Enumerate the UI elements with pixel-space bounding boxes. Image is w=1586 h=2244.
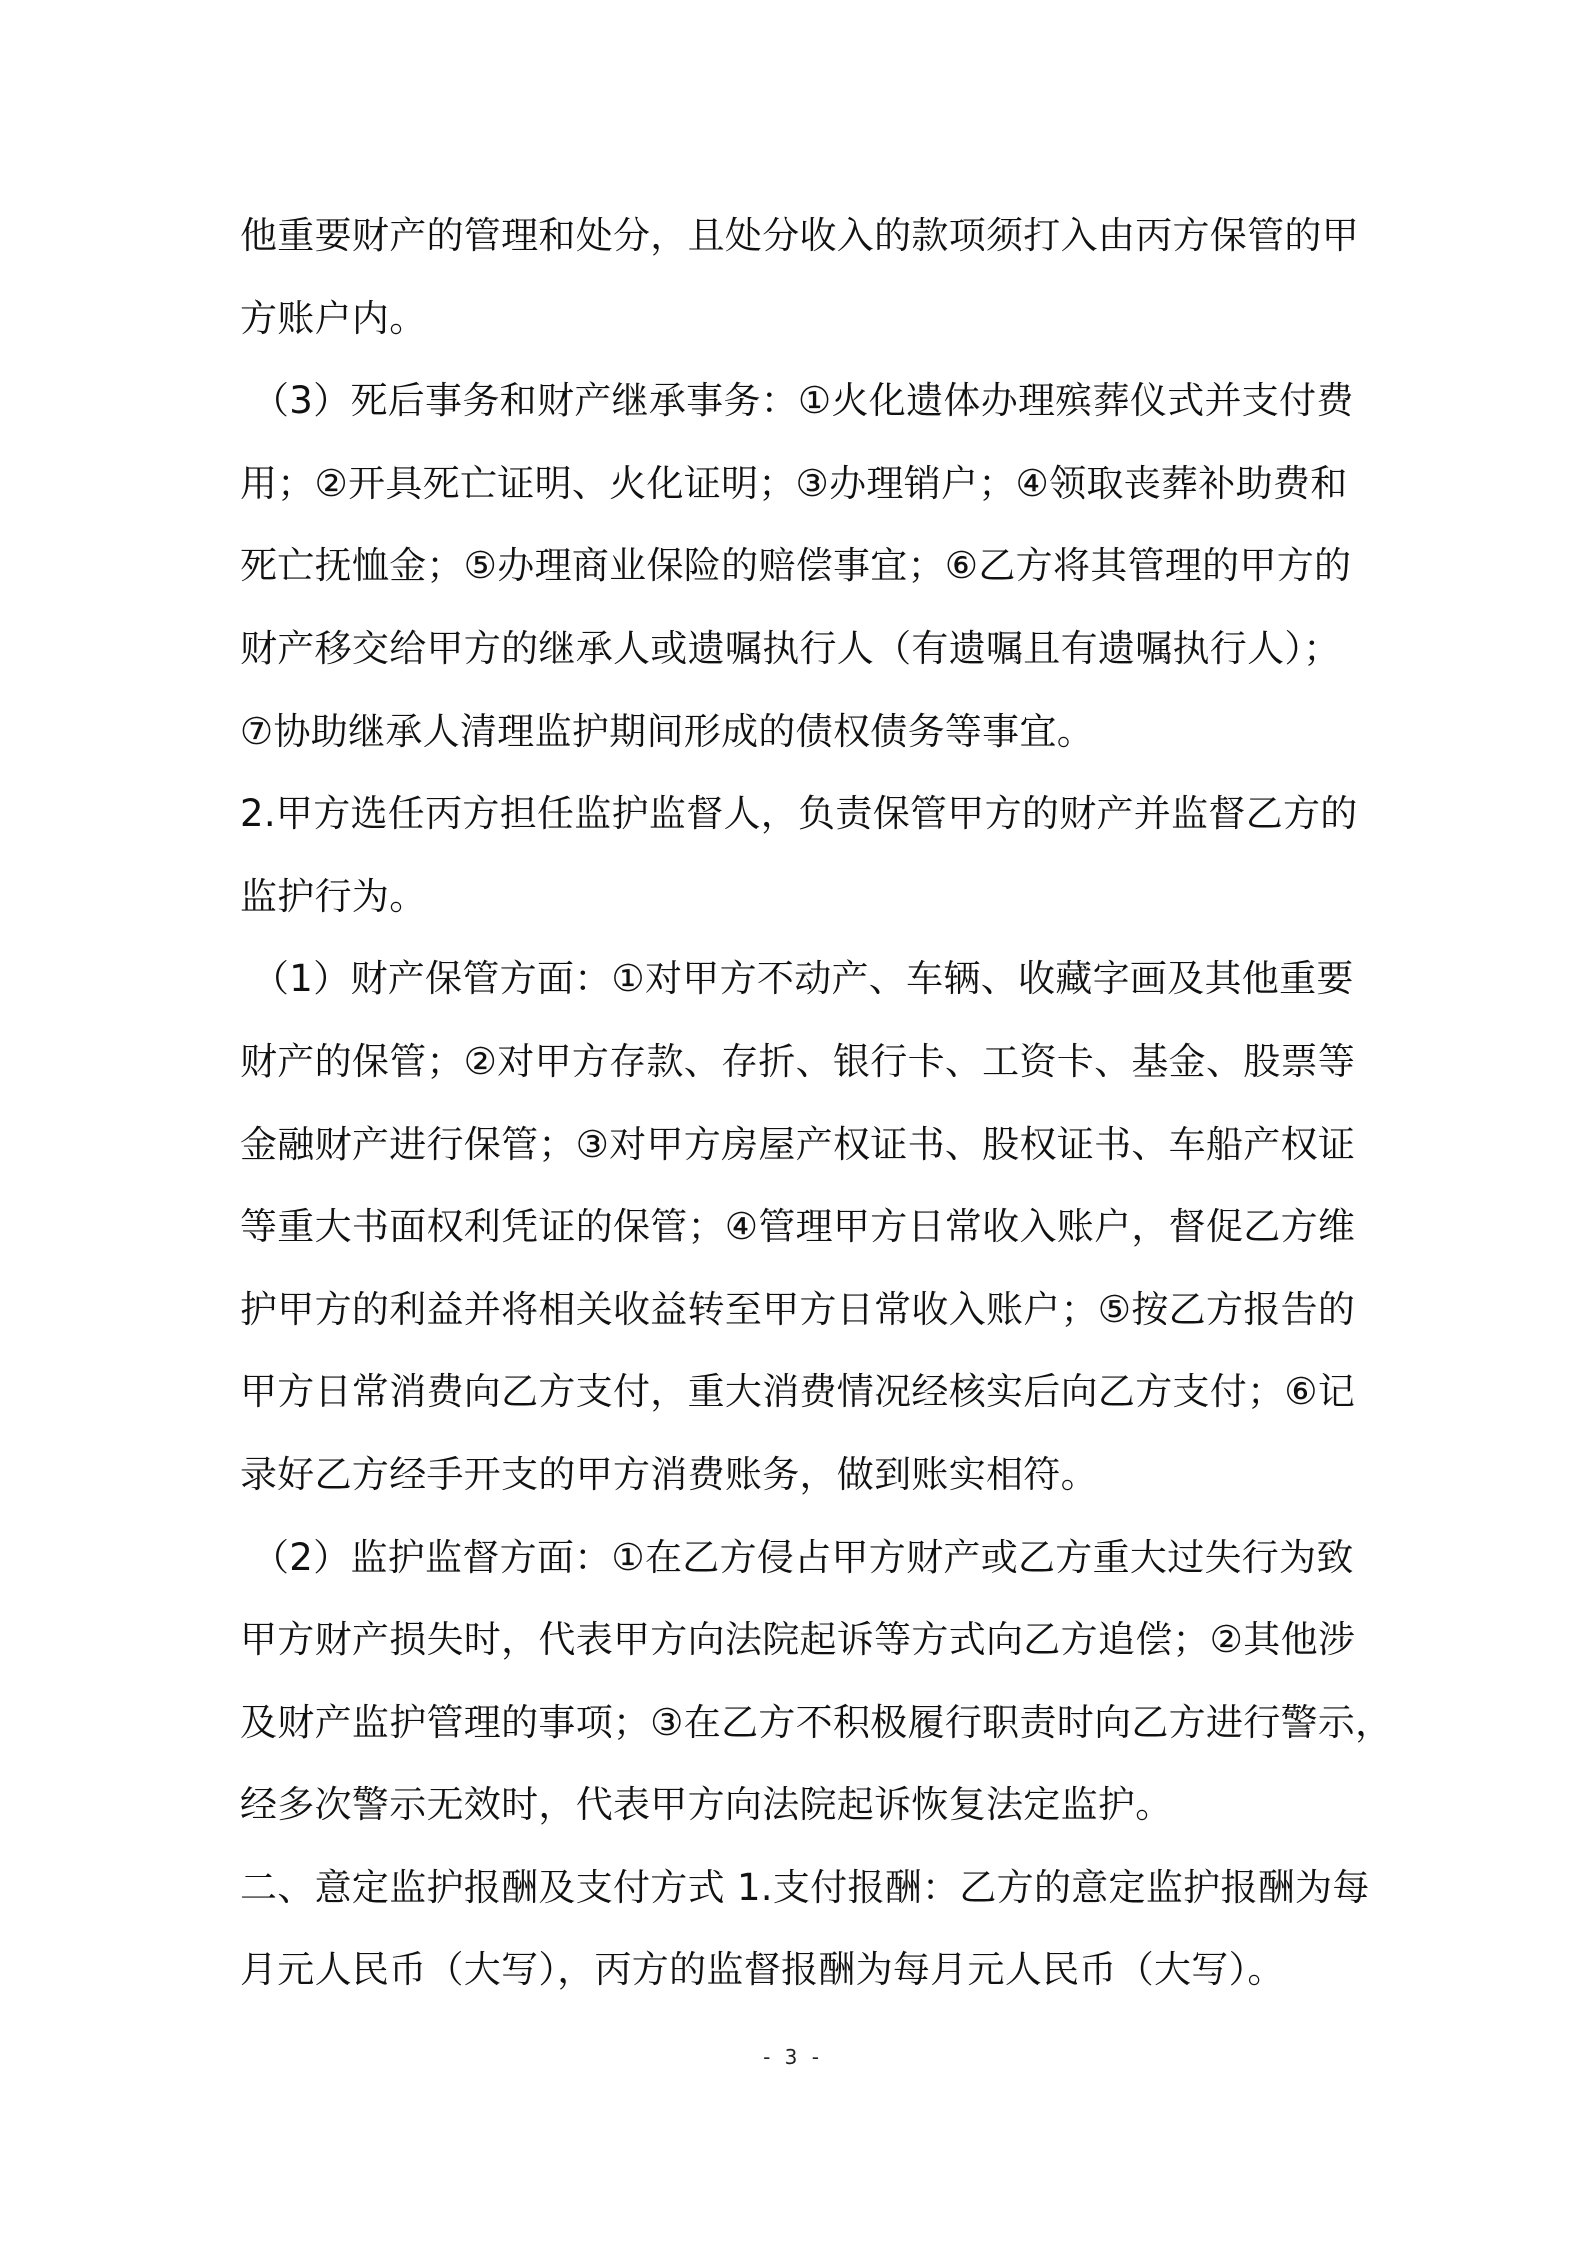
text-line: （3）死后事务和财产继承事务：①火化遗体办理殡葬仪式并支付费 — [252, 379, 1354, 423]
text-line: 甲方财产损失时，代表甲方向法院起诉等方式向乙方追偿；②其他涉 — [240, 1618, 1356, 1662]
text-line: 及财产监护管理的事项；③在乙方不积极履行职责时向乙方进行警示， — [240, 1700, 1393, 1744]
text-line: （1）财产保管方面：①对甲方不动产、车辆、收藏字画及其他重要 — [252, 957, 1354, 1001]
text-line: 录好乙方经手开支的甲方消费账务，做到账实相符。 — [240, 1452, 1098, 1496]
text-line: ⑦协助继承人清理监护期间形成的债权债务等事宜。 — [240, 709, 1095, 753]
text-line: 他重要财产的管理和处分，且处分收入的款项须打入由丙方保管的甲 — [240, 214, 1359, 257]
text-line: 护甲方的利益并将相关收益转至甲方日常收入账户；⑤按乙方报告的 — [240, 1287, 1356, 1331]
text-line: 死亡抚恤金；⑤办理商业保险的赔偿事宜；⑥乙方将其管理的甲方的 — [240, 544, 1352, 588]
text-line: 等重大书面权利凭证的保管；④管理甲方日常收入账户，督促乙方维 — [240, 1205, 1356, 1249]
text-line: 监护行为。 — [240, 874, 427, 918]
page-number: - 3 - — [763, 2045, 823, 2069]
text-line: 经多次警示无效时，代表甲方向法院起诉恢复法定监护。 — [240, 1783, 1173, 1827]
text-line: 金融财产进行保管；③对甲方房屋产权证书、股权证书、车船产权证 — [240, 1122, 1356, 1166]
text-line: 财产移交给甲方的继承人或遗嘱执行人（有遗嘱且有遗嘱执行人）； — [240, 626, 1341, 670]
text-line: 财产的保管；②对甲方存款、存折、银行卡、工资卡、基金、股票等 — [240, 1039, 1356, 1083]
text-line: （2）监护监督方面：①在乙方侵占甲方财产或乙方重大过失行为致 — [252, 1535, 1354, 1579]
text-line: 月元人民币（大写），丙方的监督报酬为每月元人民币（大写）。 — [240, 1948, 1285, 1992]
text-line: 方账户内。 — [240, 296, 427, 340]
text-line: 用；②开具死亡证明、火化证明；③办理销户；④领取丧葬补助费和 — [240, 461, 1348, 505]
text-line: 甲方日常消费向乙方支付，重大消费情况经核实后向乙方支付；⑥记 — [240, 1370, 1356, 1414]
text-line: 二、意定监护报酬及支付方式 1.支付报酬：乙方的意定监护报酬为每 — [240, 1865, 1370, 1909]
text-line: 2.甲方选任丙方担任监护监督人，负责保管甲方的财产并监督乙方的 — [240, 792, 1358, 836]
document-body — [240, 195, 1393, 2012]
